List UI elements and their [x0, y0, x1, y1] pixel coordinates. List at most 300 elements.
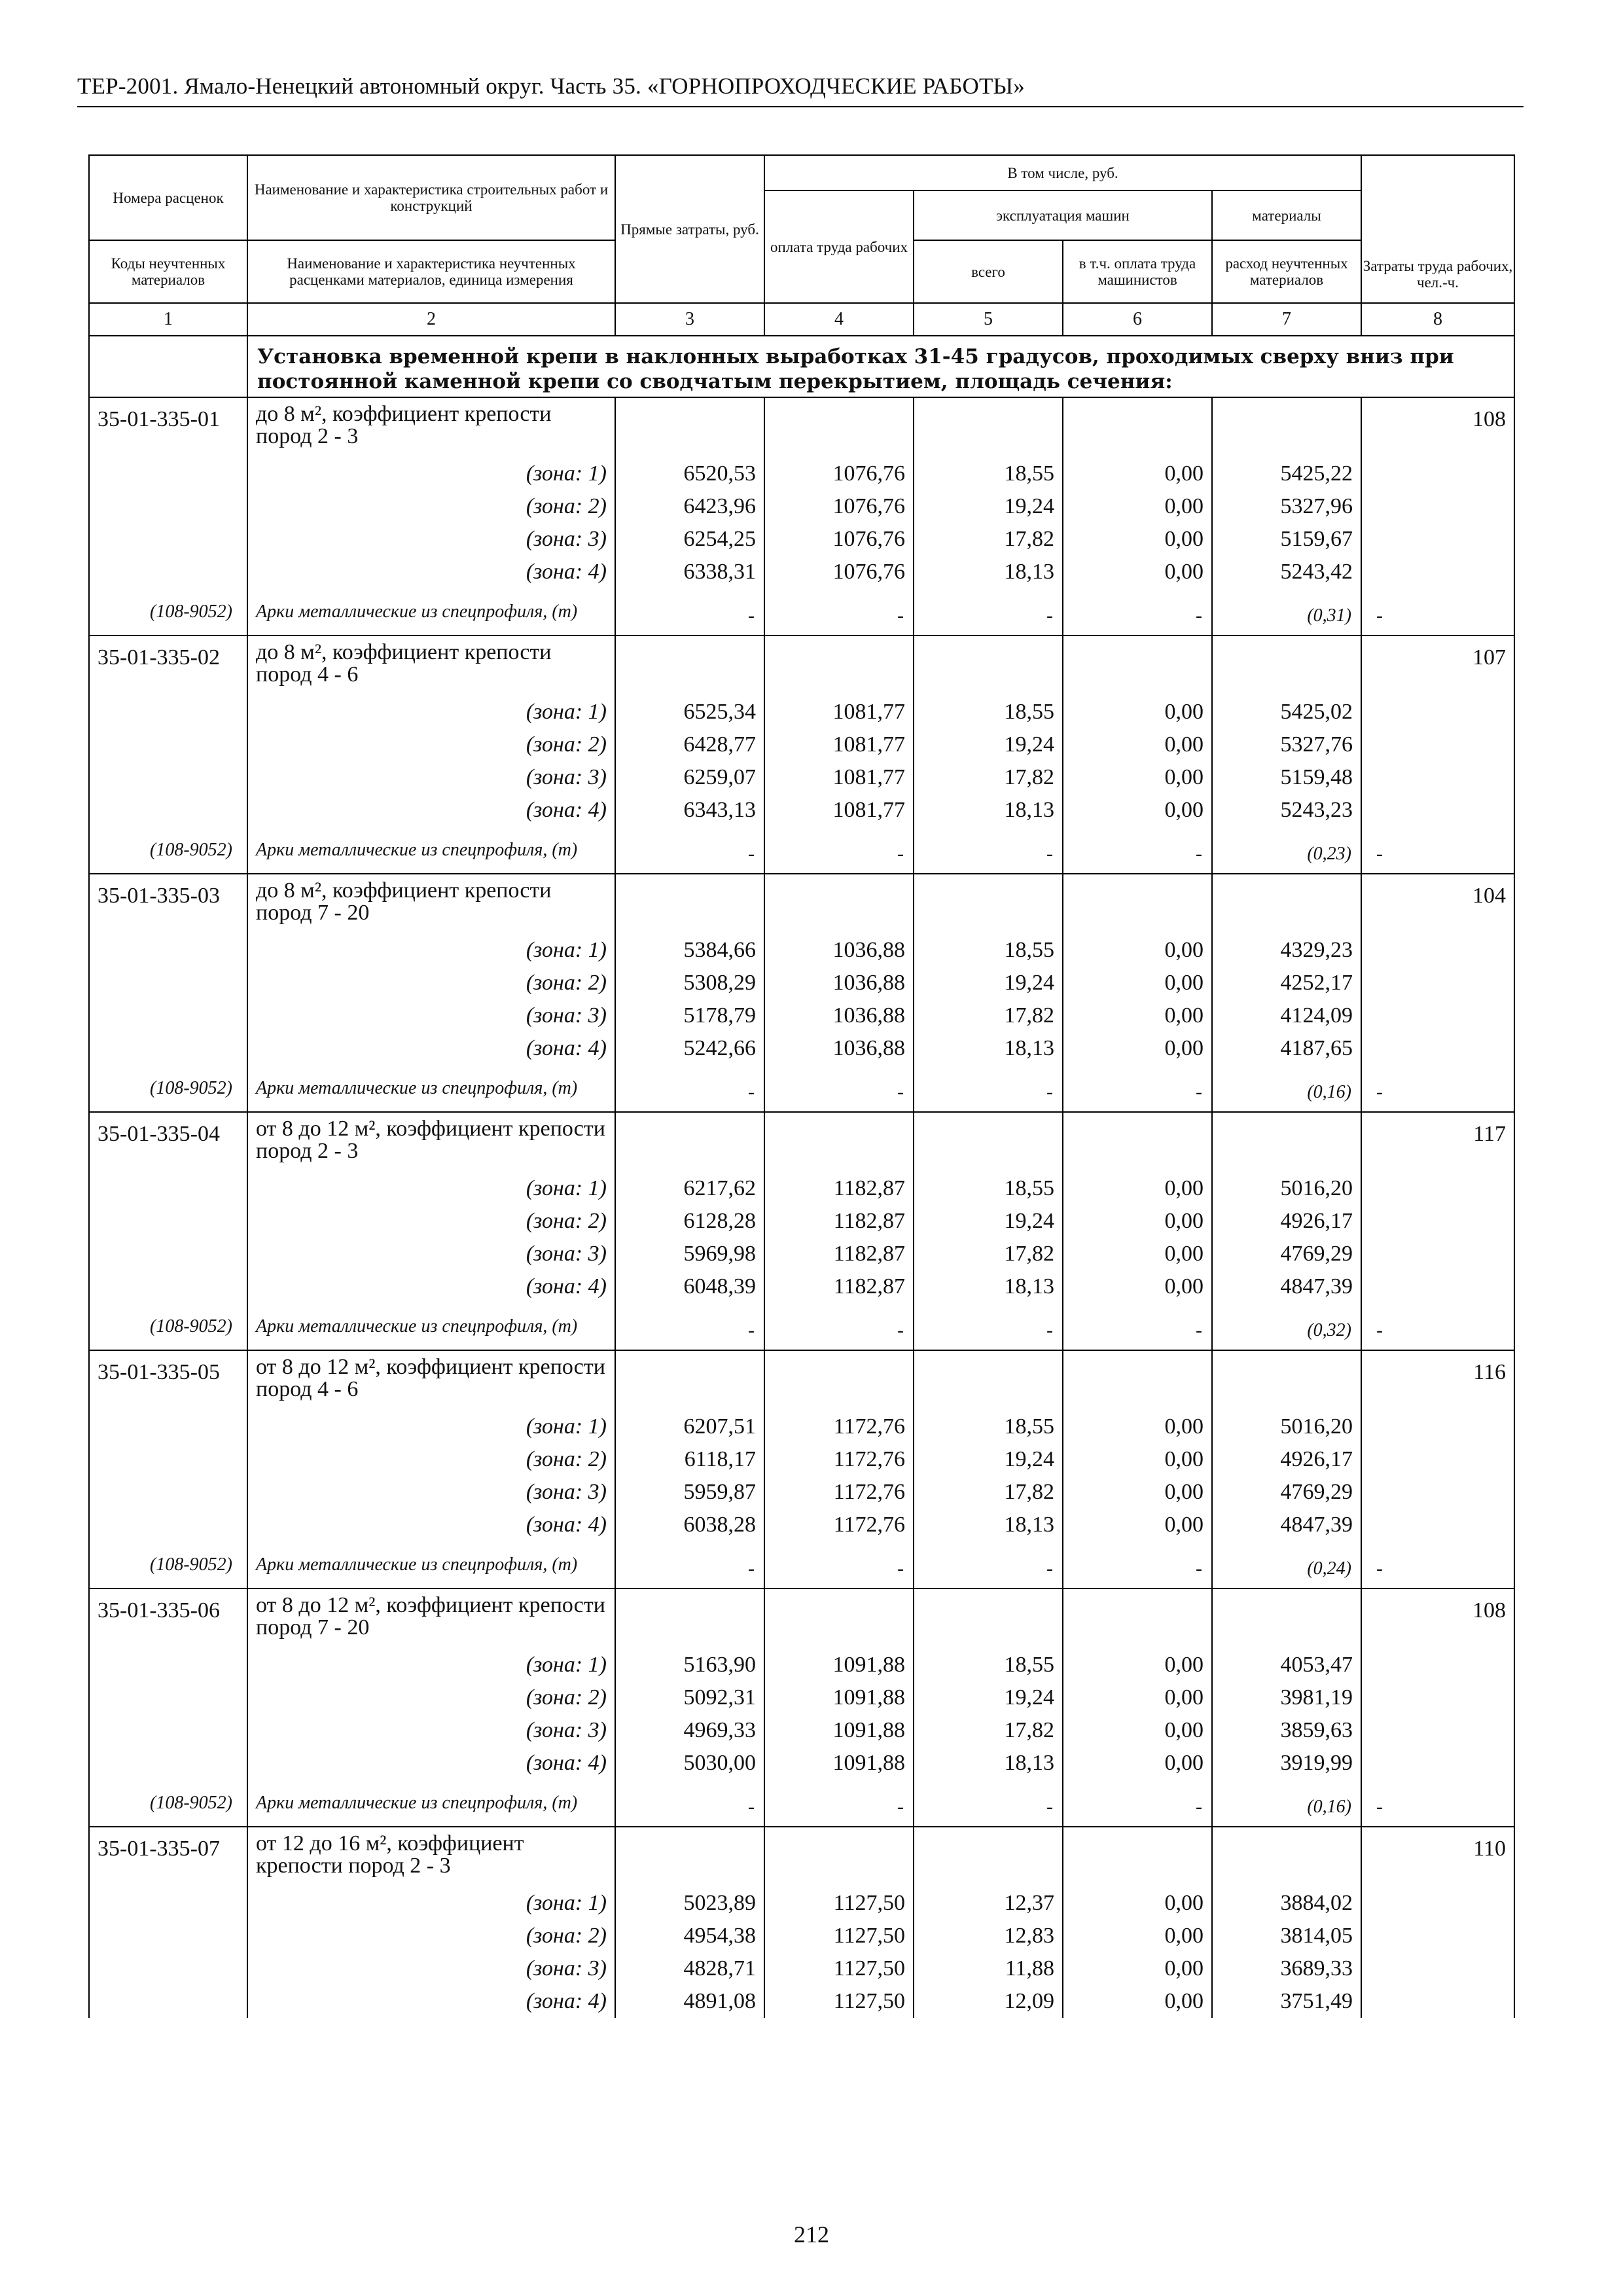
zone-value: 4828,71 — [615, 1952, 764, 1985]
empty-cell — [914, 1827, 1063, 1887]
zone-label: (зона: 1) — [247, 1649, 615, 1681]
zone-row — [89, 1920, 1514, 1952]
zone-value: 4847,39 — [1212, 1270, 1361, 1303]
material-qty: (0,31) — [1212, 588, 1361, 636]
zone-row — [89, 934, 1514, 967]
material-qty: (0,16) — [1212, 1780, 1361, 1827]
material-name: Арки металлические из спецпрофиля, (т) — [247, 1541, 615, 1588]
zone-label: (зона: 2) — [247, 967, 615, 999]
col-number: 2 — [247, 303, 615, 336]
zone-value: 6038,28 — [615, 1509, 764, 1541]
empty-cell — [914, 1112, 1063, 1172]
zone-row — [89, 1747, 1514, 1780]
zone-label: (зона: 4) — [247, 1270, 615, 1303]
zone-value: 1036,88 — [764, 1032, 914, 1065]
zone-value: 0,00 — [1063, 556, 1212, 588]
zone-value: 12,09 — [914, 1985, 1063, 2018]
zone-value: 4847,39 — [1212, 1509, 1361, 1541]
material-row — [89, 1065, 1514, 1112]
material-code: (108-9052) — [89, 1541, 247, 1588]
material-dash: - — [1063, 1303, 1212, 1350]
zone-value: 6520,53 — [615, 457, 764, 490]
zone-value: 1182,87 — [764, 1205, 914, 1238]
zone-label: (зона: 4) — [247, 1509, 615, 1541]
zone-value: 4124,09 — [1212, 999, 1361, 1032]
material-dash: - — [1063, 588, 1212, 636]
empty-cell — [615, 1112, 764, 1172]
material-code: (108-9052) — [89, 1065, 247, 1112]
zone-value: 0,00 — [1063, 1238, 1212, 1270]
zone-value: 5969,98 — [615, 1238, 764, 1270]
empty-cell — [1063, 1350, 1212, 1410]
empty-cell — [914, 874, 1063, 934]
material-labor: - — [1361, 1065, 1514, 1112]
zone-row — [89, 1270, 1514, 1303]
rate-name: от 12 до 16 м², коэффициент крепости пород 2 - 3 — [247, 1827, 615, 1887]
zone-value: 4769,29 — [1212, 1476, 1361, 1509]
zone-value: 1127,50 — [764, 1920, 914, 1952]
material-dash: - — [764, 1780, 914, 1827]
zone-value: 4769,29 — [1212, 1238, 1361, 1270]
zone-value: 18,13 — [914, 794, 1063, 827]
zone-value: 0,00 — [1063, 1205, 1212, 1238]
empty-cell — [1063, 1827, 1212, 1887]
zone-value: 0,00 — [1063, 1476, 1212, 1509]
col-number: 6 — [1063, 303, 1212, 336]
zone-value: 6217,62 — [615, 1172, 764, 1205]
rate-code: 35-01-335-06 — [89, 1588, 247, 1780]
zone-row — [89, 556, 1514, 588]
empty-cell — [615, 1827, 764, 1887]
zone-row — [89, 761, 1514, 794]
zone-row — [89, 1649, 1514, 1681]
zone-value: 0,00 — [1063, 1649, 1212, 1681]
zone-value: 19,24 — [914, 1681, 1063, 1714]
zone-row — [89, 967, 1514, 999]
zone-value: 6423,96 — [615, 490, 764, 523]
zone-value: 6338,31 — [615, 556, 764, 588]
material-dash: - — [764, 1541, 914, 1588]
zone-row — [89, 1172, 1514, 1205]
zone-value: 3859,63 — [1212, 1714, 1361, 1747]
zone-value: 0,00 — [1063, 696, 1212, 728]
zone-value: 5384,66 — [615, 934, 764, 967]
zone-value: 1182,87 — [764, 1238, 914, 1270]
material-dash: - — [914, 588, 1063, 636]
zone-label: (зона: 4) — [247, 1985, 615, 2018]
zone-value: 1172,76 — [764, 1476, 914, 1509]
empty-cell — [1212, 1112, 1361, 1172]
zone-value: 1076,76 — [764, 457, 914, 490]
rate-name: до 8 м², коэффициент крепости пород 2 - 3 — [247, 397, 615, 457]
zone-value: 19,24 — [914, 490, 1063, 523]
zone-row — [89, 794, 1514, 827]
zone-value: 19,24 — [914, 1205, 1063, 1238]
zone-label: (зона: 2) — [247, 1205, 615, 1238]
empty-cell — [914, 636, 1063, 696]
section-spacer — [89, 336, 247, 397]
empty-cell — [615, 397, 764, 457]
empty-cell — [1212, 636, 1361, 696]
zone-value: 18,55 — [914, 1410, 1063, 1443]
zone-value: 19,24 — [914, 728, 1063, 761]
zone-label: (зона: 1) — [247, 934, 615, 967]
rate-code: 35-01-335-01 — [89, 397, 247, 588]
material-dash: - — [914, 1303, 1063, 1350]
rate-labor: 116 — [1361, 1350, 1514, 1541]
zone-row — [89, 1410, 1514, 1443]
zone-value: 1081,77 — [764, 794, 914, 827]
zone-row — [89, 523, 1514, 556]
col-number: 3 — [615, 303, 764, 336]
zone-value: 18,55 — [914, 1649, 1063, 1681]
zone-value: 17,82 — [914, 1238, 1063, 1270]
zone-value: 6207,51 — [615, 1410, 764, 1443]
material-row — [89, 827, 1514, 874]
zone-row — [89, 1681, 1514, 1714]
empty-cell — [1063, 397, 1212, 457]
empty-cell — [764, 874, 914, 934]
zone-value: 18,55 — [914, 1172, 1063, 1205]
zone-value: 5243,23 — [1212, 794, 1361, 827]
material-dash: - — [1063, 1541, 1212, 1588]
header-labor-costs: Затраты труда рабочих, чел.-ч. — [1361, 155, 1514, 303]
rate-code: 35-01-335-03 — [89, 874, 247, 1065]
empty-cell — [914, 1588, 1063, 1649]
zone-label: (зона: 2) — [247, 1681, 615, 1714]
header-machines-total: всего — [914, 240, 1063, 303]
empty-cell — [764, 1588, 914, 1649]
material-qty: (0,16) — [1212, 1065, 1361, 1112]
material-dash: - — [1063, 1065, 1212, 1112]
zone-label: (зона: 2) — [247, 728, 615, 761]
rate-title-row — [89, 1112, 1514, 1172]
zone-value: 1172,76 — [764, 1509, 914, 1541]
zone-value: 0,00 — [1063, 1985, 1212, 2018]
zone-value: 1036,88 — [764, 999, 914, 1032]
zone-value: 1081,77 — [764, 761, 914, 794]
zone-value: 17,82 — [914, 999, 1063, 1032]
rate-name: от 8 до 12 м², коэффициент крепости пород 4 - 6 — [247, 1350, 615, 1410]
rate-title-row — [89, 1827, 1514, 1887]
zone-label: (зона: 3) — [247, 1476, 615, 1509]
zone-value: 4926,17 — [1212, 1443, 1361, 1476]
rate-name: от 8 до 12 м², коэффициент крепости пород 2 - 3 — [247, 1112, 615, 1172]
empty-cell — [764, 1350, 914, 1410]
zone-row — [89, 696, 1514, 728]
zone-value: 5178,79 — [615, 999, 764, 1032]
zone-row — [89, 728, 1514, 761]
empty-cell — [1063, 636, 1212, 696]
zone-value: 1076,76 — [764, 556, 914, 588]
rate-title-row — [89, 874, 1514, 934]
zone-value: 0,00 — [1063, 1747, 1212, 1780]
rate-code: 35-01-335-05 — [89, 1350, 247, 1541]
zone-value: 3814,05 — [1212, 1920, 1361, 1952]
zone-label: (зона: 1) — [247, 1410, 615, 1443]
header-unaccounted-codes: Коды неучтенных материалов — [89, 240, 247, 303]
zone-label: (зона: 3) — [247, 1714, 615, 1747]
material-labor: - — [1361, 588, 1514, 636]
zone-row — [89, 1714, 1514, 1747]
zone-value: 5163,90 — [615, 1649, 764, 1681]
zone-value: 0,00 — [1063, 934, 1212, 967]
zone-value: 1182,87 — [764, 1270, 914, 1303]
rates-table — [88, 154, 1515, 2018]
material-dash: - — [914, 1065, 1063, 1112]
zone-row — [89, 1443, 1514, 1476]
empty-cell — [1063, 874, 1212, 934]
empty-cell — [615, 874, 764, 934]
zone-value: 18,13 — [914, 1509, 1063, 1541]
material-code: (108-9052) — [89, 1303, 247, 1350]
page-number: 212 — [794, 2221, 829, 2248]
header-worker-pay: оплата труда рабочих — [764, 190, 914, 303]
zone-label: (зона: 3) — [247, 1952, 615, 1985]
material-labor: - — [1361, 1541, 1514, 1588]
zone-value: 4053,47 — [1212, 1649, 1361, 1681]
zone-row — [89, 1509, 1514, 1541]
zone-label: (зона: 4) — [247, 794, 615, 827]
material-dash: - — [615, 1065, 764, 1112]
zone-value: 0,00 — [1063, 999, 1212, 1032]
zone-value: 18,55 — [914, 934, 1063, 967]
zone-value: 18,13 — [914, 556, 1063, 588]
zone-value: 4187,65 — [1212, 1032, 1361, 1065]
zone-value: 6118,17 — [615, 1443, 764, 1476]
material-qty: (0,24) — [1212, 1541, 1361, 1588]
rate-name: до 8 м², коэффициент крепости пород 7 - 20 — [247, 874, 615, 934]
empty-cell — [1212, 874, 1361, 934]
material-row — [89, 1541, 1514, 1588]
empty-cell — [1063, 1588, 1212, 1649]
zone-value: 1076,76 — [764, 523, 914, 556]
zone-row — [89, 1476, 1514, 1509]
material-dash: - — [1063, 1780, 1212, 1827]
zone-value: 6254,25 — [615, 523, 764, 556]
zone-value: 17,82 — [914, 523, 1063, 556]
zone-value: 4252,17 — [1212, 967, 1361, 999]
zone-row — [89, 1985, 1514, 2018]
zone-value: 0,00 — [1063, 728, 1212, 761]
zone-label: (зона: 2) — [247, 490, 615, 523]
material-dash: - — [764, 588, 914, 636]
zone-value: 1127,50 — [764, 1985, 914, 2018]
header-unaccounted-name: Наименование и характеристика неучтенных расценками материалов, единица измерения — [247, 240, 615, 303]
rate-labor: 108 — [1361, 397, 1514, 588]
zone-value: 18,13 — [914, 1032, 1063, 1065]
empty-cell — [1212, 1588, 1361, 1649]
material-dash: - — [764, 827, 914, 874]
header-rate-numbers: Номера расценок — [89, 155, 247, 240]
material-dash: - — [1063, 827, 1212, 874]
material-labor: - — [1361, 1303, 1514, 1350]
zone-value: 18,55 — [914, 696, 1063, 728]
zone-value: 6428,77 — [615, 728, 764, 761]
col-number: 5 — [914, 303, 1063, 336]
zone-label: (зона: 4) — [247, 1032, 615, 1065]
material-dash: - — [615, 827, 764, 874]
rate-title-row — [89, 636, 1514, 696]
header-including: В том числе, руб. — [764, 155, 1361, 190]
zone-value: 0,00 — [1063, 967, 1212, 999]
rate-code: 35-01-335-04 — [89, 1112, 247, 1303]
zone-value: 4891,08 — [615, 1985, 764, 2018]
zone-value: 0,00 — [1063, 1270, 1212, 1303]
zone-value: 17,82 — [914, 1476, 1063, 1509]
zone-value: 6048,39 — [615, 1270, 764, 1303]
zone-value: 1172,76 — [764, 1443, 914, 1476]
zone-value: 3884,02 — [1212, 1887, 1361, 1920]
zone-value: 0,00 — [1063, 1952, 1212, 1985]
zone-value: 18,13 — [914, 1747, 1063, 1780]
zone-value: 4954,38 — [615, 1920, 764, 1952]
material-dash: - — [914, 1780, 1063, 1827]
material-name: Арки металлические из спецпрофиля, (т) — [247, 827, 615, 874]
material-row — [89, 1303, 1514, 1350]
zone-value: 0,00 — [1063, 490, 1212, 523]
zone-value: 3919,99 — [1212, 1747, 1361, 1780]
zone-value: 5425,02 — [1212, 696, 1361, 728]
col-number: 7 — [1212, 303, 1361, 336]
zone-label: (зона: 3) — [247, 523, 615, 556]
zone-value: 1091,88 — [764, 1649, 914, 1681]
table-header — [89, 155, 1514, 397]
empty-cell — [1212, 1827, 1361, 1887]
zone-value: 0,00 — [1063, 1887, 1212, 1920]
zone-value: 5243,42 — [1212, 556, 1361, 588]
zone-value: 0,00 — [1063, 794, 1212, 827]
zone-value: 1036,88 — [764, 934, 914, 967]
rate-labor: 107 — [1361, 636, 1514, 827]
header-work-name: Наименование и характеристика строительных работ и конструкций — [247, 155, 615, 240]
material-dash: - — [914, 1541, 1063, 1588]
zone-value: 0,00 — [1063, 1681, 1212, 1714]
rate-title-row — [89, 1588, 1514, 1649]
header-machines: эксплуатация машин — [914, 190, 1212, 240]
zone-value: 0,00 — [1063, 1920, 1212, 1952]
zone-row — [89, 490, 1514, 523]
rate-title-row — [89, 1350, 1514, 1410]
rate-labor: 108 — [1361, 1588, 1514, 1780]
col-number: 8 — [1361, 303, 1514, 336]
header-unaccounted-materials: расход неучтенных материалов — [1212, 240, 1361, 303]
zone-value: 1081,77 — [764, 696, 914, 728]
header-rule — [77, 106, 1524, 107]
empty-cell — [764, 1112, 914, 1172]
zone-value: 5159,67 — [1212, 523, 1361, 556]
zone-value: 5308,29 — [615, 967, 764, 999]
zone-value: 1091,88 — [764, 1714, 914, 1747]
zone-value: 0,00 — [1063, 457, 1212, 490]
zone-row — [89, 1238, 1514, 1270]
empty-cell — [615, 1350, 764, 1410]
zone-value: 5159,48 — [1212, 761, 1361, 794]
material-name: Арки металлические из спецпрофиля, (т) — [247, 1780, 615, 1827]
material-dash: - — [764, 1303, 914, 1350]
zone-value: 5242,66 — [615, 1032, 764, 1065]
zone-value: 5959,87 — [615, 1476, 764, 1509]
zone-row — [89, 1887, 1514, 1920]
zone-value: 0,00 — [1063, 1410, 1212, 1443]
zone-value: 3981,19 — [1212, 1681, 1361, 1714]
zone-value: 5327,76 — [1212, 728, 1361, 761]
zone-value: 6128,28 — [615, 1205, 764, 1238]
rate-name: до 8 м², коэффициент крепости пород 4 - 6 — [247, 636, 615, 696]
zone-value: 17,82 — [914, 1714, 1063, 1747]
rate-labor: 104 — [1361, 874, 1514, 1065]
col-number: 1 — [89, 303, 247, 336]
zone-value: 6259,07 — [615, 761, 764, 794]
empty-cell — [1063, 1112, 1212, 1172]
empty-cell — [914, 397, 1063, 457]
zone-value: 0,00 — [1063, 523, 1212, 556]
zone-value: 0,00 — [1063, 1509, 1212, 1541]
material-qty: (0,23) — [1212, 827, 1361, 874]
zone-value: 18,13 — [914, 1270, 1063, 1303]
zone-value: 18,55 — [914, 457, 1063, 490]
zone-value: 5092,31 — [615, 1681, 764, 1714]
zone-row — [89, 999, 1514, 1032]
rate-labor: 110 — [1361, 1827, 1514, 2018]
zone-value: 5016,20 — [1212, 1172, 1361, 1205]
material-labor: - — [1361, 827, 1514, 874]
zone-value: 5016,20 — [1212, 1410, 1361, 1443]
zone-value: 1036,88 — [764, 967, 914, 999]
zone-value: 3689,33 — [1212, 1952, 1361, 1985]
zone-value: 5030,00 — [615, 1747, 764, 1780]
empty-cell — [764, 636, 914, 696]
material-dash: - — [615, 1541, 764, 1588]
zone-value: 4926,17 — [1212, 1205, 1361, 1238]
zone-value: 0,00 — [1063, 1172, 1212, 1205]
rate-labor: 117 — [1361, 1112, 1514, 1303]
material-labor: - — [1361, 1780, 1514, 1827]
material-row — [89, 1780, 1514, 1827]
zone-label: (зона: 1) — [247, 1887, 615, 1920]
rate-name: от 8 до 12 м², коэффициент крепости пород 7 - 20 — [247, 1588, 615, 1649]
zone-value: 5327,96 — [1212, 490, 1361, 523]
zone-value: 4329,23 — [1212, 934, 1361, 967]
zone-value: 5023,89 — [615, 1887, 764, 1920]
zone-label: (зона: 2) — [247, 1443, 615, 1476]
zone-value: 17,82 — [914, 761, 1063, 794]
material-name: Арки металлические из спецпрофиля, (т) — [247, 1303, 615, 1350]
zone-value: 6525,34 — [615, 696, 764, 728]
zone-value: 1091,88 — [764, 1681, 914, 1714]
zone-label: (зона: 3) — [247, 1238, 615, 1270]
zone-value: 0,00 — [1063, 1443, 1212, 1476]
material-row — [89, 588, 1514, 636]
zone-row — [89, 457, 1514, 490]
zone-value: 6343,13 — [615, 794, 764, 827]
zone-label: (зона: 1) — [247, 457, 615, 490]
zone-row — [89, 1205, 1514, 1238]
zone-value: 0,00 — [1063, 1714, 1212, 1747]
zone-label: (зона: 3) — [247, 999, 615, 1032]
header-materials: материалы — [1212, 190, 1361, 240]
zone-value: 12,37 — [914, 1887, 1063, 1920]
zone-value: 3751,49 — [1212, 1985, 1361, 2018]
empty-cell — [1212, 1350, 1361, 1410]
zone-value: 1127,50 — [764, 1952, 914, 1985]
rates-body — [89, 397, 1514, 2018]
page-header: ТЕР-2001. Ямало-Ненецкий автономный округ. Часть 35. «ГОРНОПРОХОДЧЕСКИЕ РАБОТЫ» — [77, 73, 1025, 99]
zone-label: (зона: 4) — [247, 556, 615, 588]
zone-label: (зона: 2) — [247, 1920, 615, 1952]
zone-label: (зона: 1) — [247, 696, 615, 728]
header-direct-costs: Прямые затраты, руб. — [615, 155, 764, 303]
